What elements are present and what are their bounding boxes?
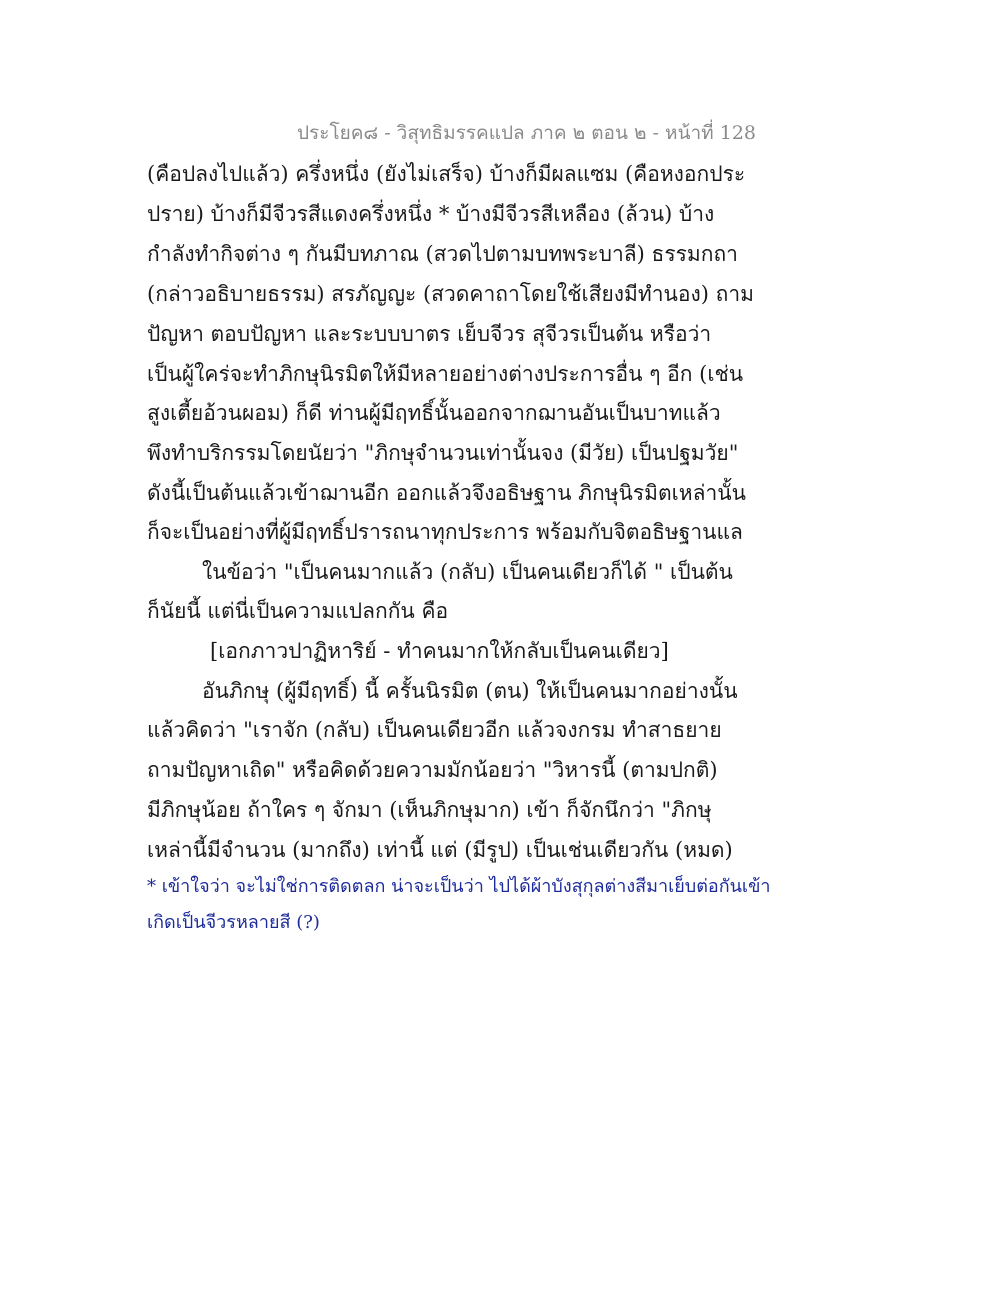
body-line: ถามปัญหาเถิด" หรือคิดด้วยความมักน้อยว่า "วิหารนี้ (ตามปกติ) — [147, 758, 718, 782]
body-line-indented: อันภิกษุ (ผู้มีฤทธิ์) นี้ ครั้นนิรมิต (ตน) ให้เป็นคนมากอย่างนั้น — [202, 679, 738, 703]
running-header: ประโยค๘ - วิสุทธิมรรคแปล ภาค ๒ ตอน ๒ - หน้าที่ 128 — [297, 122, 757, 144]
body-line: (คือปลงไปแล้ว) ครึ่งหนึ่ง (ยังไม่เสร็จ) บ้างก็มีผลแซม (คือหงอกประ — [147, 162, 746, 186]
body-line: สูงเตี้ยอ้วนผอม) ก็ดี ท่านผู้มีฤทธิ์นั้นออกจากฌานอันเป็นบาทแล้ว — [147, 401, 721, 425]
body-line: มีภิกษุน้อย ถ้าใคร ๆ จักมา (เห็นภิกษุมาก) เข้า ก็จักนึกว่า "ภิกษุ — [147, 798, 712, 822]
body-line: ดังนี้เป็นต้นแล้วเข้าฌานอีก ออกแล้วจึงอธิษฐาน ภิกษุนิรมิตเหล่านั้น — [147, 481, 747, 505]
footnote-line: เกิดเป็นจีวรหลายสี (?) — [147, 912, 320, 933]
body-line: เหล่านี้มีจำนวน (มากถึง) เท่านี้ แต่ (มีรูป) เป็นเช่นเดียวกัน (หมด) — [147, 838, 733, 862]
body-line: (กล่าวอธิบายธรรม) สรภัญญะ (สวดคาถาโดยใช้เสียงมีทำนอง) ถาม — [147, 282, 754, 306]
body-line: ปัญหา ตอบปัญหา และระบบบาตร เย็บจีวร สุจีวรเป็นต้น หรือว่า — [147, 322, 712, 346]
body-line: ปราย) บ้างก็มีจีวรสีแดงครึ่งหนึ่ง * บ้างมีจีวรสีเหลือง (ล้วน) บ้าง — [147, 202, 715, 226]
section-heading: [เอกภาวปาฏิหาริย์ - ทำคนมากให้กลับเป็นคนเดียว] — [210, 639, 669, 663]
body-line: เป็นผู้ใคร่จะทำภิกษุนิรมิตให้มีหลายอย่างต่างประการอื่น ๆ อีก (เช่น — [147, 362, 744, 386]
body-line: แล้วคิดว่า "เราจัก (กลับ) เป็นคนเดียวอีก แล้วจงกรม ทำสาธยาย — [147, 718, 722, 742]
body-line: ก็นัยนี้ แต่นี่เป็นความแปลกกัน คือ — [147, 599, 449, 623]
footnote-line: * เข้าใจว่า จะไม่ใช่การติดตลก น่าจะเป็นว่า ไปได้ผ้าบังสุกุลต่างสีมาเย็บต่อกันเข้า — [147, 876, 771, 897]
body-line: กำลังทำกิจต่าง ๆ กันมีบทภาณ (สวดไปตามบทพระบาลี) ธรรมกถา — [147, 242, 738, 266]
body-line: พึงทำบริกรรมโดยนัยว่า "ภิกษุจำนวนเท่านั้นจง (มีวัย) เป็นปฐมวัย" — [147, 441, 739, 465]
body-line: ก็จะเป็นอย่างที่ผู้มีฤทธิ์ปรารถนาทุกประการ พร้อมกับจิตอธิษฐานแล — [147, 520, 743, 544]
body-line-indented: ในข้อว่า "เป็นคนมากแล้ว (กลับ) เป็นคนเดียวก็ได้ " เป็นต้น — [202, 560, 733, 584]
